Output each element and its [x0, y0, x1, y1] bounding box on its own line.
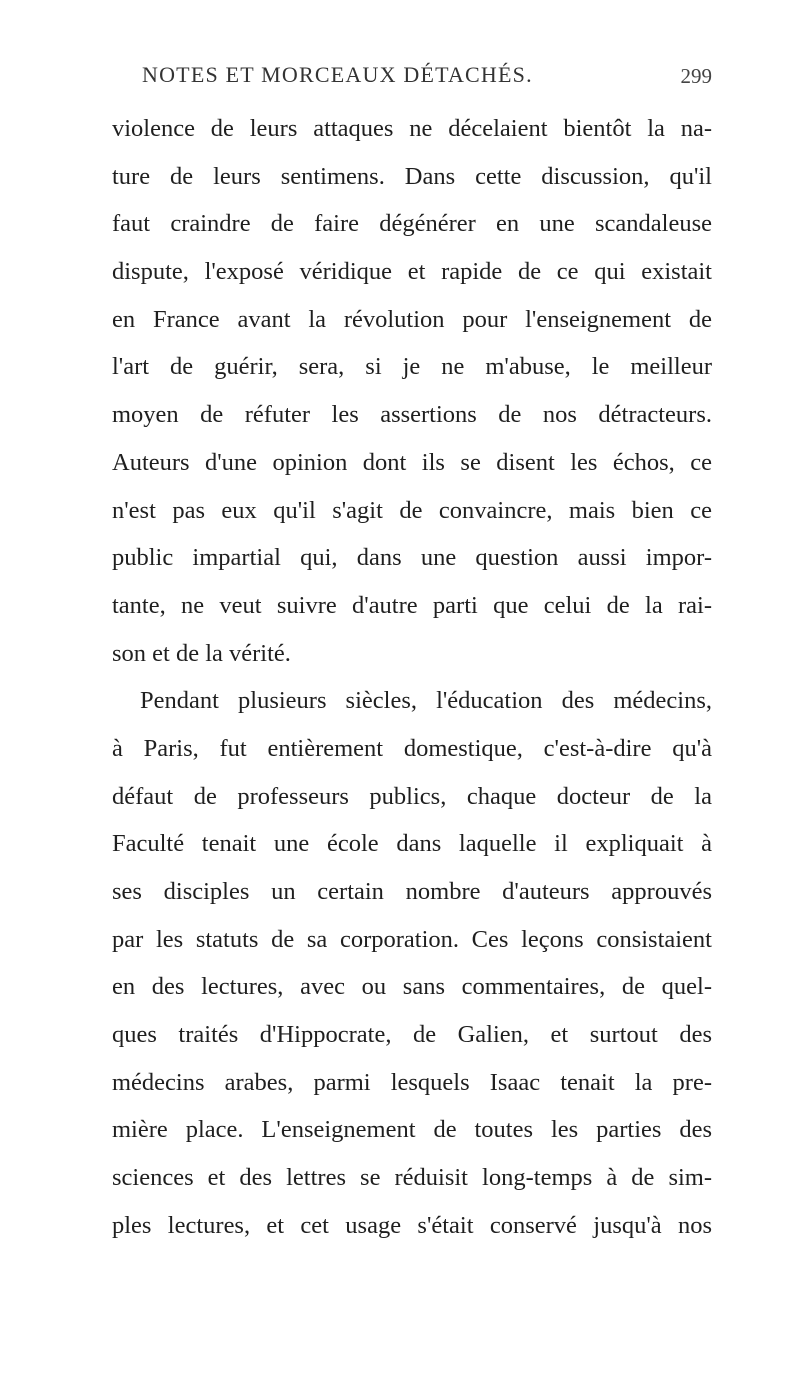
- text-line: son et de la vérité.: [112, 639, 291, 667]
- running-head: [112, 62, 712, 92]
- text-line: par les statuts de sa corporation. Ces leçons consistaient: [112, 925, 712, 953]
- text-line: médecins arabes, parmi lesquels Isaac tenait la pre-: [112, 1068, 712, 1096]
- text-line: Auteurs d'une opinion dont ils se disent les échos, ce: [112, 448, 712, 476]
- text-line: à Paris, fut entièrement domestique, c'est-à-dire qu'à: [112, 734, 712, 762]
- page-number: 299: [680, 64, 712, 88]
- text-line: ples lectures, et cet usage s'était conservé jusqu'à nos: [112, 1211, 712, 1239]
- running-title: NOTES ET MORCEAUX DÉTACHÉS.: [142, 62, 533, 87]
- text-line: Faculté tenait une école dans laquelle il expliquait à: [112, 830, 712, 858]
- text-line: défaut de professeurs publics, chaque docteur de la: [112, 782, 712, 810]
- text-line: ture de leurs sentimens. Dans cette discussion, qu'il: [112, 162, 712, 190]
- text-line: Pendant plusieurs siècles, l'éducation des médecins,: [140, 687, 712, 715]
- text-line: en France avant la révolution pour l'enseignement de: [112, 305, 712, 333]
- text-line: ques traités d'Hippocrate, de Galien, et surtout des: [112, 1021, 712, 1049]
- body-text: [112, 105, 712, 1250]
- text-line: moyen de réfuter les assertions de nos détracteurs.: [112, 401, 712, 429]
- text-line: en des lectures, avec ou sans commentaires, de quel-: [112, 973, 712, 1001]
- text-line: n'est pas eux qu'il s'agit de convaincre, mais bien ce: [112, 496, 712, 524]
- text-line: mière place. L'enseignement de toutes les parties des: [112, 1116, 712, 1144]
- text-line: violence de leurs attaques ne décelaient bientôt la na-: [112, 115, 712, 142]
- text-line: public impartial qui, dans une question aussi impor-: [112, 544, 712, 572]
- text-line: dispute, l'exposé véridique et rapide de ce qui existait: [112, 258, 712, 286]
- text-line: l'art de guérir, sera, si je ne m'abuse, le meilleur: [112, 353, 712, 381]
- text-line: sciences et des lettres se réduisit long-temps à de sim-: [112, 1164, 712, 1192]
- text-line: ses disciples un certain nombre d'auteurs approuvés: [112, 878, 712, 905]
- text-line: tante, ne veut suivre d'autre parti que celui de la rai-: [112, 591, 712, 619]
- text-line: faut craindre de faire dégénérer en une scandaleuse: [112, 210, 712, 238]
